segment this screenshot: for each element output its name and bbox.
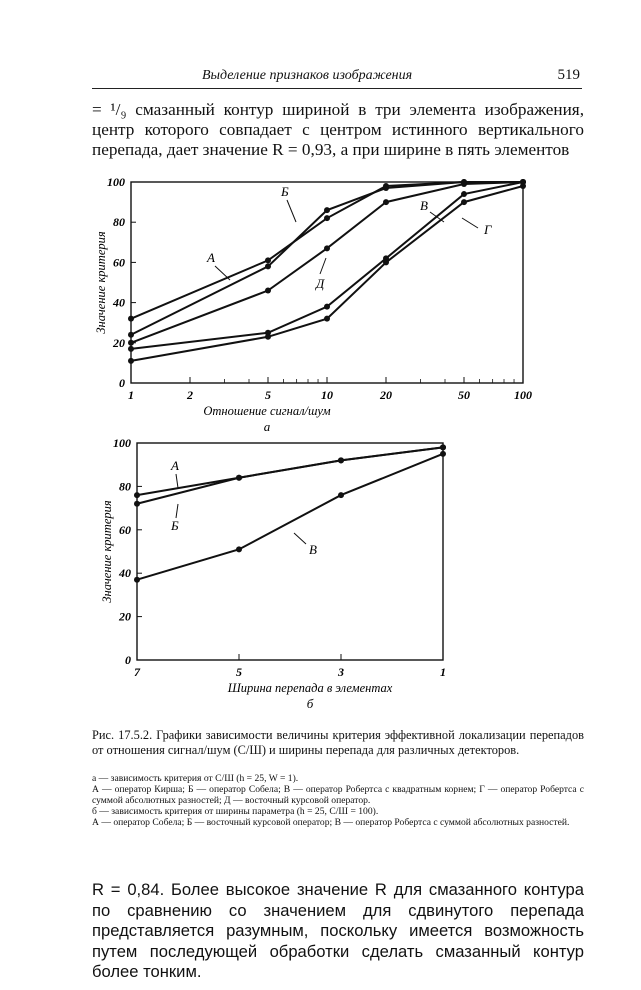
chart-a-series-leader: [215, 266, 230, 280]
chart-a-y-tick-label: 80: [113, 215, 125, 230]
chart-a-x-tick-label: 10: [321, 388, 333, 402]
chart-a-point: [520, 183, 526, 189]
chart-a-point: [265, 257, 271, 263]
chart-b: [0, 436, 641, 726]
chart-a-point: [324, 207, 330, 213]
chart-a-y-tick-label: 60: [113, 255, 125, 270]
figure-legend: [92, 773, 584, 828]
chart-a-point: [324, 215, 330, 221]
chart-b-y-label: Значение критерия: [100, 500, 114, 603]
chart-a-panel-label: а: [263, 419, 271, 434]
chart-a-point: [461, 181, 467, 187]
chart-b-series-leader: [176, 504, 178, 518]
chart-a-x-tick-label: 5: [264, 388, 271, 402]
chart-a-series-label: Б: [281, 184, 289, 199]
chart-a-y-label: Значение критерия: [94, 231, 108, 334]
chart-b-panel-label: б: [306, 696, 314, 711]
chart-a-point: [128, 332, 134, 338]
legend-line-4: А — оператор Собела; Б — восточный курсовой оператор; В — оператор Робертса с суммой абсолютных разностей.: [92, 817, 570, 828]
chart-b-series-leader: [176, 474, 178, 488]
chart-b-point: [134, 501, 140, 507]
chart-b-x-tick-label: 7: [134, 665, 140, 679]
chart-b-series-0-line: [137, 447, 443, 495]
legend-line-3: б — зависимость критерия от ширины параметра (h = 25, С/Ш = 100).: [92, 806, 379, 817]
running-header-title: Выделение признаков изображения: [202, 68, 413, 83]
chart-b-point: [440, 451, 446, 457]
chart-a-series-leader: [320, 258, 326, 274]
chart-b-point: [236, 475, 242, 481]
chart-a-x-tick-label: 2: [187, 388, 194, 402]
chart-a-x-tick-label: 50: [457, 388, 470, 402]
chart-a-point: [128, 316, 134, 322]
chart-b-point: [134, 577, 140, 583]
chart-b-point: [440, 444, 446, 450]
chart-a-x-tick-label: 20: [380, 388, 393, 402]
chart-b-series-label: А: [171, 458, 179, 473]
chart-a-series-label: В: [420, 198, 428, 213]
chart-b-frame: [137, 443, 443, 660]
chart-b-y-tick-label: 40: [119, 566, 131, 581]
chart-a-point: [383, 185, 389, 191]
chart-a-y-tick-label: 0: [119, 376, 125, 390]
chart-a-series-label: Д: [316, 276, 325, 291]
paragraph-top: = ¹/₉ смазанный контур шириной в три элемента изображения, центр которого совпадает с центром истинного вертикального перепада, дает значение R = 0,93, а при ширине в пять элементов: [92, 100, 584, 159]
chart-a-point: [265, 288, 271, 294]
chart-a-point: [324, 245, 330, 251]
paragraph-bottom: R = 0,84. Более высокое значение R для смазанного контура по сравнению со значением для сдвинутого перепада представляется разумным, поскольку имеется возможность путем последующей обработки сделать смазанный контур более тонким.: [92, 880, 584, 981]
chart-a-point: [128, 346, 134, 352]
chart-b-x-tick-label: 5: [236, 665, 242, 679]
chart-a-point: [128, 358, 134, 364]
chart-a-point: [128, 340, 134, 346]
chart-b-point: [338, 457, 344, 463]
chart-a-x-label: Отношение сигнал/шум: [203, 404, 331, 418]
chart-a-point: [383, 259, 389, 265]
chart-b-y-tick-label: 80: [119, 479, 131, 494]
chart-b-x-tick-label: 1: [440, 665, 446, 679]
legend-line-1: а — зависимость критерия от С/Ш (h = 25, W = 1).: [92, 773, 299, 784]
chart-a-point: [461, 191, 467, 197]
chart-b-x-label: Ширина перепада в элементах: [227, 681, 393, 695]
chart-a-x-tick-label: 1: [128, 388, 134, 402]
chart-b-series-label: Б: [171, 518, 179, 533]
chart-a-series-label: Г: [484, 222, 492, 237]
chart-a-series-3-line: [131, 182, 523, 349]
chart-a-point: [324, 316, 330, 322]
chart-b-series-label: В: [309, 542, 317, 557]
chart-a-point: [461, 199, 467, 205]
chart-a-series-leader: [287, 200, 296, 222]
legend-line-2: А — оператор Кирша; Б — оператор Собела; В — оператор Робертса с квадратным корнем; Г — оператор Робертса с суммой абсолютных разностей; Д — восточный курсовой оператор.: [92, 784, 584, 806]
chart-a-point: [383, 199, 389, 205]
chart-b-x-tick-label: 3: [338, 665, 344, 679]
chart-b-series-2-line: [137, 454, 443, 580]
chart-a-y-tick-label: 20: [113, 335, 125, 350]
chart-b-y-tick-label: 0: [125, 653, 131, 667]
chart-b-y-tick-label: 100: [113, 436, 131, 450]
chart-a-x-tick-label: 100: [514, 388, 532, 402]
chart-b-point: [338, 492, 344, 498]
chart-b-y-tick-label: 60: [119, 522, 131, 537]
chart-a-point: [324, 304, 330, 310]
chart-a-y-tick-label: 40: [113, 295, 125, 310]
chart-a-point: [265, 334, 271, 340]
chart-b-point: [134, 492, 140, 498]
chart-b-series-1-line: [137, 447, 443, 503]
chart-a-point: [265, 263, 271, 269]
figure-caption: Рис. 17.5.2. Графики зависимости величины критерия эффективной локализации перепадов от отношения сигнал/шум (С/Ш) и ширины перепада для различных детекторов.: [92, 728, 584, 757]
chart-a-y-tick-label: 100: [107, 175, 125, 189]
chart-b-series-leader: [294, 533, 306, 544]
chart-b-y-tick-label: 20: [119, 609, 131, 624]
running-header: [92, 66, 582, 89]
chart-b-point: [236, 546, 242, 552]
chart-a-series-leader: [462, 218, 478, 228]
chart-a-series-label: А: [207, 250, 215, 265]
page-number: 519: [557, 67, 580, 83]
